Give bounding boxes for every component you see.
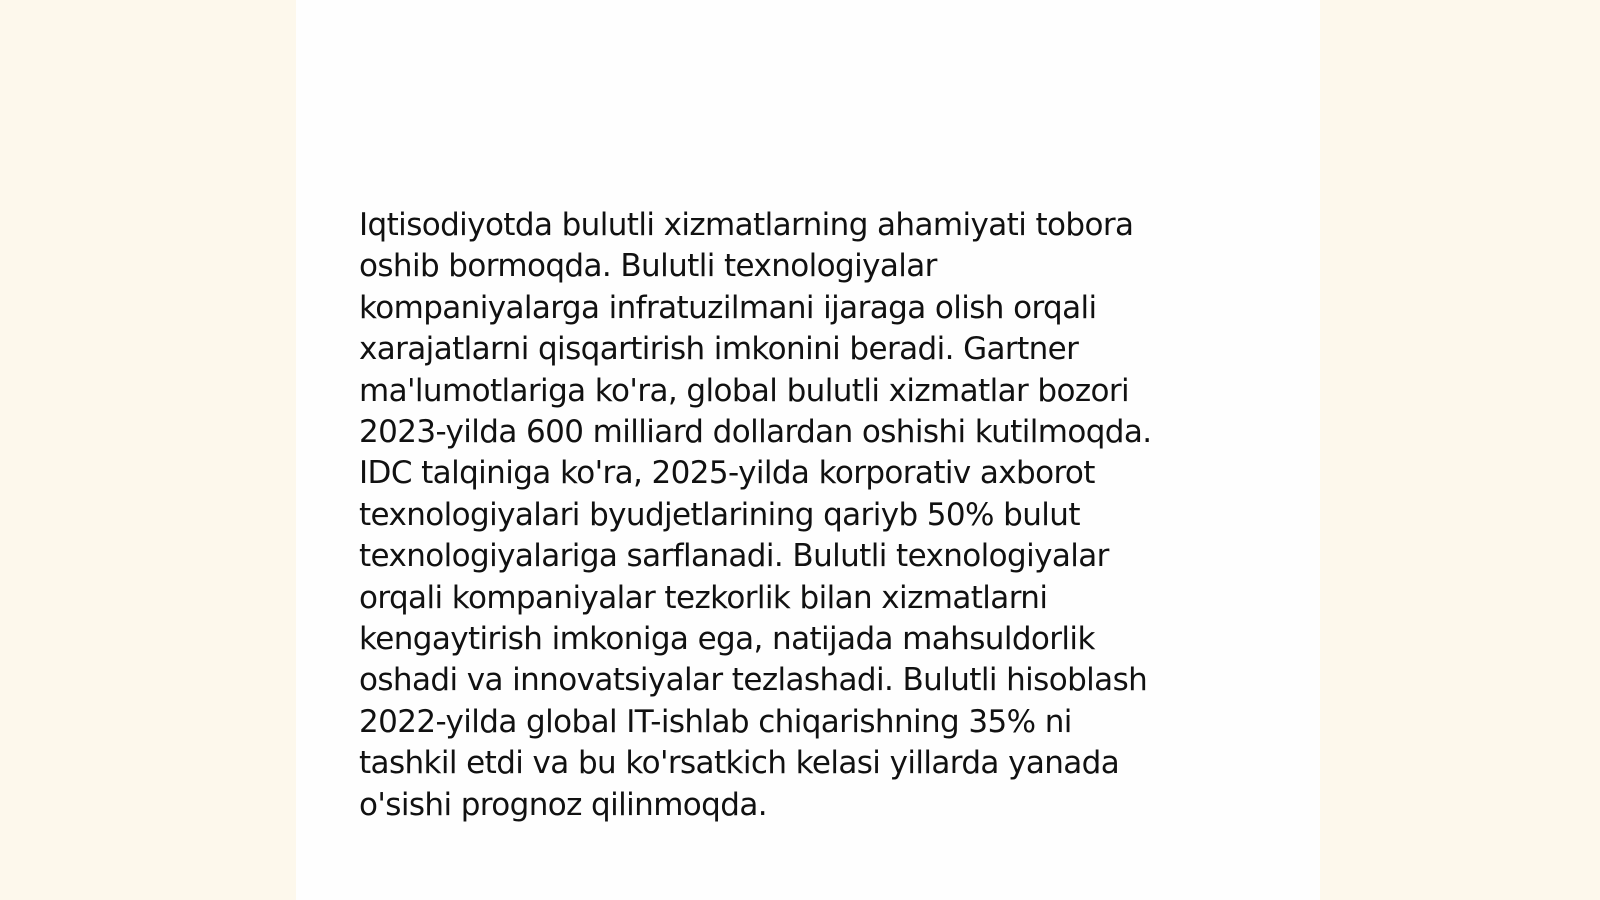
text-line: orqali kompaniyalar tezkorlik bilan xizmatlarni <box>359 579 1048 616</box>
text-line: 2022-yilda global IT-ishlab chiqarishning 35% ni <box>359 703 1072 740</box>
document-page <box>296 0 1320 900</box>
text-line: kompaniyalarga infratuzilmani ijaraga olish orqali <box>359 289 1097 326</box>
text-line: texnologiyalari byudjetlarining qariyb 50% bulut <box>359 496 1080 533</box>
text-line: 2023-yilda 600 milliard dollardan oshishi kutilmoqda. <box>359 414 1152 451</box>
body-paragraph <box>359 205 1259 826</box>
text-line: oshib bormoqda. Bulutli texnologiyalar <box>359 248 937 285</box>
text-line: ma'lumotlariga ko'ra, global bulutli xizmatlar bozori <box>359 372 1130 409</box>
text-line: tashkil etdi va bu ko'rsatkich kelasi yillarda yanada <box>359 745 1120 782</box>
text-line: texnologiyalariga sarflanadi. Bulutli texnologiyalar <box>359 538 1109 575</box>
text-line: IDC talqiniga ko'ra, 2025-yilda korporativ axborot <box>359 455 1095 492</box>
text-line: o'sishi prognoz qilinmoqda. <box>359 786 767 823</box>
text-line: oshadi va innovatsiyalar tezlashadi. Bulutli hisoblash <box>359 662 1148 699</box>
text-line: xarajatlarni qisqartirish imkonini beradi. Gartner <box>359 331 1079 368</box>
text-line: kengaytirish imkoniga ega, natijada mahsuldorlik <box>359 621 1095 658</box>
text-line: Iqtisodiyotda bulutli xizmatlarning ahamiyati tobora <box>359 207 1134 243</box>
